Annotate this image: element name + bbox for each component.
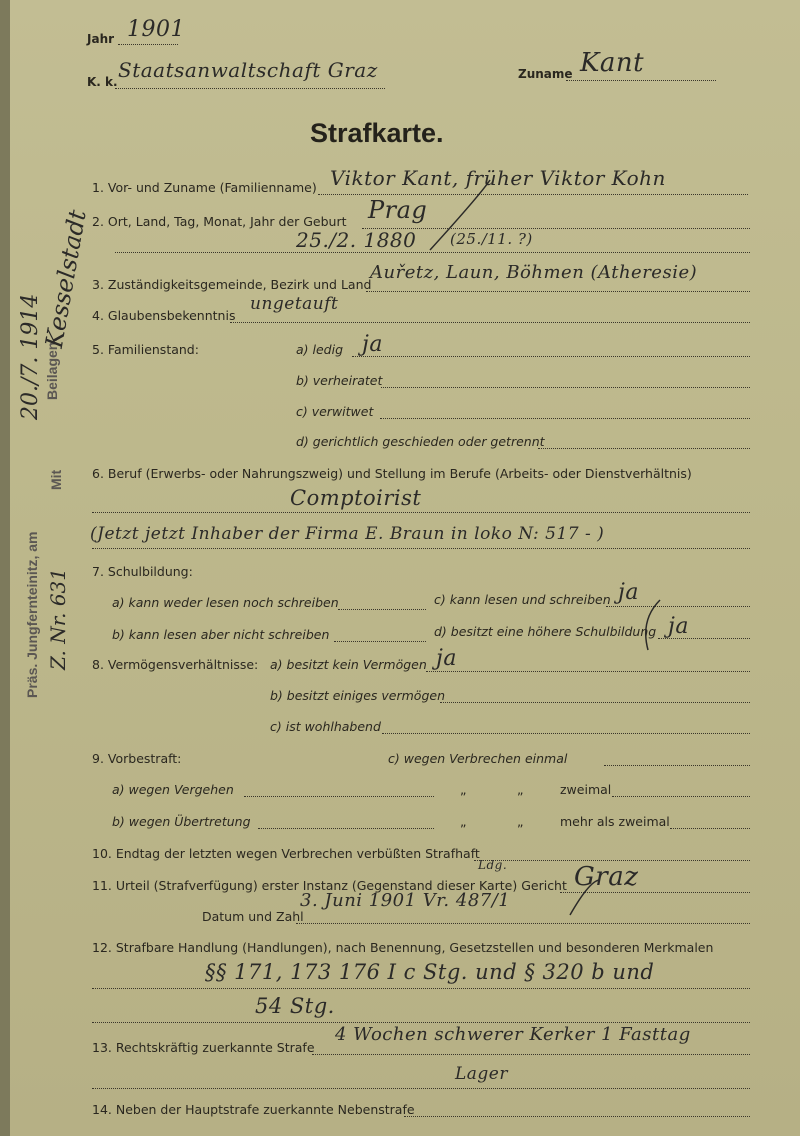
field-5b-label: b) verheiratet bbox=[296, 373, 383, 388]
field-6-label: 6. Beruf (Erwerbs- oder Nahrungszweig) und Stellung im Berufe (Arbeits- oder Dienstverhältnis) bbox=[92, 466, 692, 481]
field-2-date: 25./2. 1880 bbox=[296, 228, 417, 252]
field-11-datum-value: 3. Juni 1901 Vr. 487/1 bbox=[300, 890, 511, 911]
stamp-line1: Präs. Jungfernteinitz, am bbox=[24, 531, 40, 698]
field-8-label: 8. Vermögensverhältnisse: bbox=[92, 657, 259, 672]
field-7c-label: c) kann lesen und schreiben bbox=[434, 592, 611, 607]
field-9a-label: a) wegen Vergehen bbox=[112, 782, 234, 797]
field-5d-label: d) gerichtlich geschieden oder getrennt bbox=[296, 434, 545, 449]
field-7d-value: ja bbox=[668, 614, 689, 639]
field-7c-value: ja bbox=[618, 580, 639, 605]
stamp-line1-value: 20./7. 1914 bbox=[18, 293, 43, 420]
field-3-label: 3. Zuständigkeitsgemeinde, Bezirk und Land bbox=[92, 277, 372, 292]
field-9-zweimal-label: zweimal bbox=[560, 782, 612, 797]
kk-value: Staatsanwaltschaft Graz bbox=[118, 58, 378, 82]
field-9-mehr-label: mehr als zweimal bbox=[560, 814, 670, 829]
field-8a-label: a) besitzt kein Vermögen bbox=[270, 657, 427, 672]
field-12-value: §§ 171, 173 176 I c Stg. und § 320 b und bbox=[205, 960, 655, 984]
pen-stroke-1 bbox=[430, 180, 490, 250]
field-6-value: Comptoirist bbox=[290, 486, 422, 510]
field-4-label: 4. Glaubensbekenntnis bbox=[92, 308, 236, 323]
stamp-line2-value: Beilagen. bbox=[44, 337, 60, 400]
field-13-value: 4 Wochen schwerer Kerker 1 Fasttag bbox=[335, 1024, 691, 1045]
field-6-value2: (Jetzt jetzt Inhaber der Firma E. Braun in loko N: 517 - ) bbox=[90, 524, 605, 544]
field-11-above: Ldg. bbox=[478, 858, 508, 872]
margin-note: Kesselstadt bbox=[40, 207, 92, 350]
field-7a-label: a) kann weder lesen noch schreiben bbox=[112, 595, 339, 610]
field-5a-value: ja bbox=[362, 332, 383, 357]
field-8a-value: ja bbox=[436, 646, 457, 671]
pen-stroke-3 bbox=[570, 880, 600, 915]
field-9c-label: c) wegen Verbrechen einmal bbox=[388, 751, 568, 766]
stamp-line3-value: Z. Nr. 631 bbox=[46, 567, 70, 670]
field-1-value: Viktor Kant, früher Viktor Kohn bbox=[330, 166, 666, 190]
field-9-ditto-3: „ bbox=[460, 814, 467, 829]
field-2-label: 2. Ort, Land, Tag, Monat, Jahr der Geburt bbox=[92, 214, 347, 229]
zuname-label: Zuname bbox=[518, 67, 573, 81]
field-11-value: Graz bbox=[574, 862, 639, 892]
field-5c-label: c) verwitwet bbox=[296, 404, 374, 419]
field-8c-label: c) ist wohlhabend bbox=[270, 719, 381, 734]
field-2-date-alt: (25./11. ?) bbox=[450, 230, 533, 248]
jahr-label: Jahr bbox=[87, 32, 115, 46]
field-7-label: 7. Schulbildung: bbox=[92, 564, 193, 579]
field-4-value: ungetauft bbox=[250, 294, 339, 314]
field-1-label: 1. Vor- und Zuname (Familienname) bbox=[92, 180, 317, 195]
field-14-label: 14. Neben der Hauptstrafe zuerkannte Nebenstrafe bbox=[92, 1102, 415, 1117]
pen-stroke-2 bbox=[646, 600, 660, 650]
stamp-line2: Mit bbox=[48, 469, 64, 490]
kk-label: K. k. bbox=[87, 75, 118, 89]
page-title: Strafkarte. bbox=[310, 118, 444, 148]
field-2-value: Prag bbox=[368, 196, 428, 224]
field-11-label: 11. Urteil (Strafverfügung) erster Instanz (Gegenstand dieser Karte) Gericht bbox=[92, 878, 567, 893]
field-9-ditto-2: „ bbox=[517, 782, 524, 797]
jahr-value: 1901 bbox=[127, 17, 185, 42]
field-7b-label: b) kann lesen aber nicht schreiben bbox=[112, 627, 330, 642]
field-12-value2: 54 Stg. bbox=[255, 994, 335, 1018]
zuname-value: Kant bbox=[580, 48, 645, 78]
field-9-ditto-1: „ bbox=[460, 782, 467, 797]
field-9b-label: b) wegen Übertretung bbox=[112, 814, 251, 829]
field-3-value: Auřetz, Laun, Böhmen (Atheresie) bbox=[370, 262, 698, 283]
field-7d-label: d) besitzt eine höhere Schulbildung bbox=[434, 624, 657, 639]
field-5a-label: a) ledig bbox=[296, 342, 344, 357]
field-5-label: 5. Familienstand: bbox=[92, 342, 199, 357]
field-11-datum-label: Datum und Zahl bbox=[202, 909, 304, 924]
field-10-label: 10. Endtag der letzten wegen Verbrechen verbüßten Strafhaft bbox=[92, 846, 480, 861]
field-9-ditto-4: „ bbox=[517, 814, 524, 829]
field-12-label: 12. Strafbare Handlung (Handlungen), nach Benennung, Gesetzstellen und besonderen Merkmalen bbox=[92, 940, 714, 955]
field-8b-label: b) besitzt einiges vermögen bbox=[270, 688, 445, 703]
field-9-label: 9. Vorbestraft: bbox=[92, 751, 182, 766]
field-13-label: 13. Rechtskräftig zuerkannte Strafe bbox=[92, 1040, 315, 1055]
field-13-value2: Lager bbox=[455, 1064, 508, 1084]
